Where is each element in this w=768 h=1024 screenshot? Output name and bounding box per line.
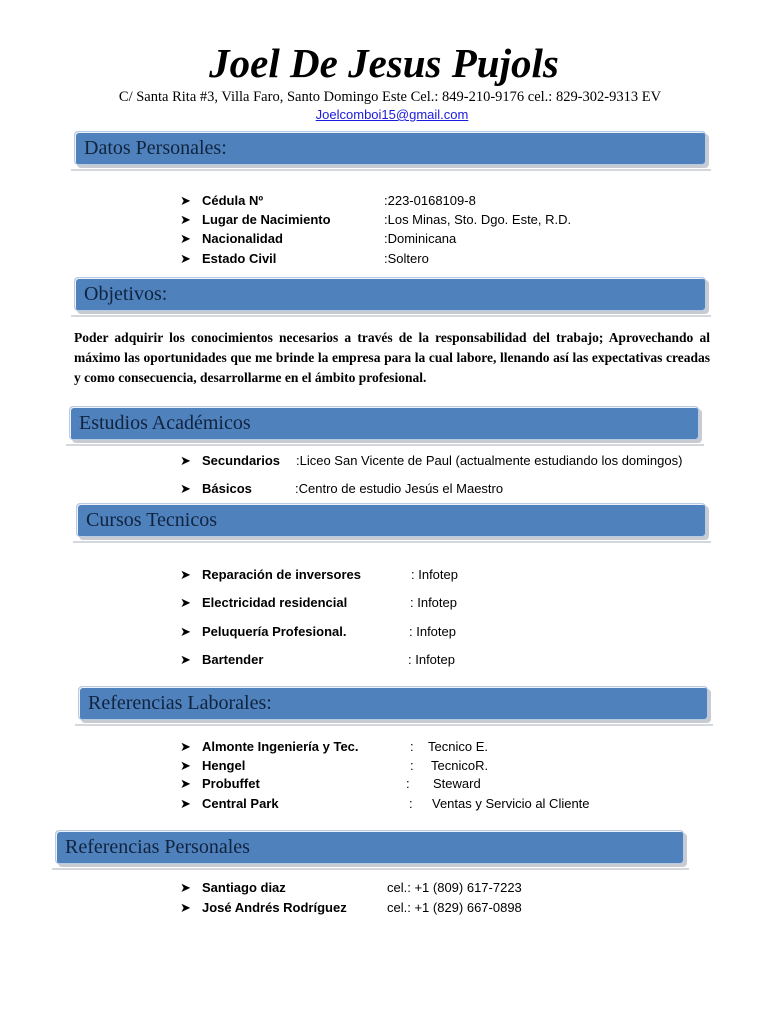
section-estudios: Estudios Académicos: [69, 406, 699, 440]
item-value: :Los Minas, Sto. Dgo. Este, R.D.: [384, 212, 572, 227]
arrow-bullet-icon: ➤: [180, 231, 191, 246]
arrow-bullet-icon: ➤: [180, 624, 191, 639]
item-label: Nacionalidad: [202, 231, 283, 246]
item-value: Steward: [433, 776, 481, 791]
section-referencias-laborales: Referencias Laborales:: [78, 686, 708, 720]
section-referencias-personales: Referencias Personales: [55, 830, 684, 864]
email-link[interactable]: Joelcomboi15@gmail.com: [315, 107, 469, 122]
item-label: Almonte Ingeniería y Tec.: [202, 739, 359, 754]
list-item: [180, 651, 580, 669]
arrow-bullet-icon: ➤: [180, 652, 191, 667]
section-cursos: Cursos Tecnicos: [76, 503, 706, 537]
arrow-bullet-icon: ➤: [180, 251, 191, 266]
item-value: Tecnico E.: [428, 739, 488, 754]
item-value: TecnicoR.: [431, 758, 489, 773]
item-value: :223-0168109-8: [384, 193, 476, 208]
item-label: Electricidad residencial: [202, 595, 348, 610]
item-label: Estado Civil: [202, 251, 277, 266]
list-item: [180, 623, 580, 641]
item-value: : Infotep: [411, 567, 458, 582]
item-value: Ventas y Servicio al Cliente: [432, 796, 590, 811]
arrow-bullet-icon: ➤: [180, 758, 191, 773]
item-label: Lugar de Nacimiento: [202, 212, 331, 227]
list-item: [180, 795, 620, 813]
list-item: [180, 899, 560, 917]
arrow-bullet-icon: ➤: [180, 567, 191, 582]
item-value: cel.: +1 (829) 667-0898: [387, 900, 522, 915]
item-label: Santiago diaz: [202, 880, 286, 895]
item-label: Bartender: [202, 652, 264, 667]
item-value: : Infotep: [408, 652, 455, 667]
item-value: :Soltero: [384, 251, 429, 266]
item-label: Secundarios: [202, 453, 281, 468]
item-label: Básicos: [202, 481, 252, 496]
contact-address: C/ Santa Rita #3, Villa Faro, Santo Domingo Este Cel.: 849-210-9176 cel.: 829-302-9313 EV: [118, 89, 662, 105]
item-value: :Centro de estudio Jesús el Maestro: [295, 481, 504, 496]
candidate-name: Joel De Jesus Pujols: [209, 40, 559, 86]
item-label: Cédula Nº: [202, 193, 264, 208]
objetivos-paragraph: Poder adquirir los conocimientos necesarios a través de la responsabilidad del trabajo; Aprovechando al máximo las oportunidades que me brinde la empresa para la cual labore, llenando así las expectativas creadas y como consecuencia, desarrollarme en el ámbito profesional.: [74, 330, 710, 385]
item-value: : Infotep: [409, 624, 456, 639]
list-item: [180, 452, 720, 470]
section-objetivos: Objetivos:: [74, 277, 706, 311]
arrow-bullet-icon: ➤: [180, 880, 191, 895]
item-separator: :: [406, 776, 410, 791]
arrow-bullet-icon: ➤: [180, 900, 191, 915]
item-separator: :: [410, 739, 414, 754]
arrow-bullet-icon: ➤: [180, 193, 191, 208]
item-label: José Andrés Rodríguez: [202, 900, 347, 915]
item-label: Central Park: [202, 796, 279, 811]
arrow-bullet-icon: ➤: [180, 595, 191, 610]
list-item: [180, 775, 620, 793]
list-item: [180, 594, 580, 612]
item-value: : Infotep: [410, 595, 457, 610]
item-label: Peluquería Profesional.: [202, 624, 347, 639]
item-label: Hengel: [202, 758, 246, 773]
arrow-bullet-icon: ➤: [180, 739, 191, 754]
list-item: [180, 480, 720, 498]
item-label: Probuffet: [202, 776, 260, 791]
item-label: Reparación de inversores: [202, 567, 361, 582]
item-separator: :: [409, 796, 413, 811]
list-item: [180, 566, 580, 584]
arrow-bullet-icon: ➤: [180, 776, 191, 791]
item-value: cel.: +1 (809) 617-7223: [387, 880, 522, 895]
item-separator: :: [410, 758, 414, 773]
list-item: [180, 230, 580, 248]
item-value: :Liceo San Vicente de Paul (actualmente estudiando los domingos): [296, 453, 683, 468]
arrow-bullet-icon: ➤: [180, 796, 191, 811]
arrow-bullet-icon: ➤: [180, 453, 191, 468]
item-value: :Dominicana: [384, 231, 457, 246]
arrow-bullet-icon: ➤: [180, 212, 191, 227]
list-item: [180, 757, 620, 775]
list-item: [180, 211, 580, 229]
list-item: [180, 250, 580, 268]
list-item: [180, 879, 560, 897]
section-datos-personales: Datos Personales:: [74, 131, 706, 165]
arrow-bullet-icon: ➤: [180, 481, 191, 496]
list-item: [180, 192, 580, 210]
list-item: [180, 738, 620, 756]
